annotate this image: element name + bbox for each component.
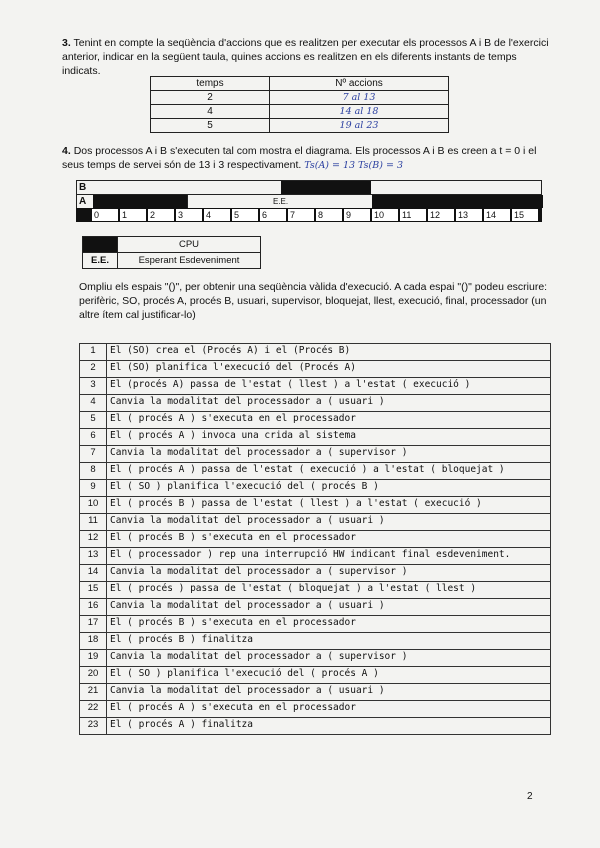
question-3-text: Tenint en compte la seqüència d'accions que es realitzen per executar els processos A i B de l'exercici anterior, indicar en la següent taula, quines accions es realitzen en els diferents instants de temps indicats. <box>62 37 549 77</box>
step-number: 8 <box>80 463 107 480</box>
legend-ee-label: Esperant Esdeveniment <box>118 253 261 269</box>
step-number: 13 <box>80 548 107 565</box>
step-text: El ( procés B ) s'executa en el processador <box>107 616 551 633</box>
step-number: 12 <box>80 531 107 548</box>
sequence-row <box>80 616 551 633</box>
step-number: 10 <box>80 497 107 514</box>
step-text: El ( procés B ) finalitza <box>107 633 551 650</box>
sequence-row <box>80 378 551 395</box>
row-b-label: B <box>79 182 87 193</box>
sequence-row <box>80 565 551 582</box>
sequence-row <box>80 684 551 701</box>
time-tick: 14 <box>484 209 510 221</box>
time-tick: 5 <box>232 209 258 221</box>
sequence-row <box>80 633 551 650</box>
step-number: 18 <box>80 633 107 650</box>
actions-cell: 14 al 18 <box>270 105 449 119</box>
sequence-row <box>80 548 551 565</box>
service-time-a-note: Ts(A) = 13 <box>304 160 356 171</box>
question-3 <box>62 36 552 78</box>
sequence-row <box>80 531 551 548</box>
legend-cpu-label: CPU <box>118 237 261 253</box>
sequence-row <box>80 497 551 514</box>
step-number: 14 <box>80 565 107 582</box>
cpu-block-a-1 <box>93 195 187 208</box>
ee-block-a: E.E. <box>187 195 374 208</box>
step-text: El ( procés A ) invoca una crida al sistema <box>107 429 551 446</box>
step-text: El ( procés B ) passa de l'estat ( llest ) a l'estat ( execució ) <box>107 497 551 514</box>
step-text: El ( SO ) planifica l'execució del ( procés A ) <box>107 667 551 684</box>
instructions: Ompliu els espais "()", per obtenir una seqüència vàlida d'execució. A cada espai "()" podeu escriure: perifèric, SO, procés A, procés B, usuari, supervisor, bloquejat, llest, execució, final, processador (un altre ítem cal justificar-lo) <box>79 281 548 321</box>
time-tick: 9 <box>344 209 370 221</box>
time-tick: 0 <box>92 209 118 221</box>
legend <box>82 236 261 269</box>
step-number: 2 <box>80 361 107 378</box>
page-number: 2 <box>527 791 533 802</box>
table-row <box>151 105 449 119</box>
gantt-diagram <box>76 180 542 222</box>
row-a-label: A <box>79 196 87 207</box>
step-number: 20 <box>80 667 107 684</box>
time-tick: 11 <box>400 209 426 221</box>
sequence-row <box>80 361 551 378</box>
step-text: Canvia la modalitat del processador a ( usuari ) <box>107 514 551 531</box>
step-number: 5 <box>80 412 107 429</box>
time-tick: 2 <box>148 209 174 221</box>
step-text: Canvia la modalitat del processador a ( supervisor ) <box>107 446 551 463</box>
time-tick: 8 <box>316 209 342 221</box>
step-text: Canvia la modalitat del processador a ( usuari ) <box>107 599 551 616</box>
step-number: 17 <box>80 616 107 633</box>
question-4 <box>62 144 552 173</box>
step-text: El ( procés A ) passa de l'estat ( execució ) a l'estat ( bloquejat ) <box>107 463 551 480</box>
time-cell: 5 <box>151 119 270 133</box>
step-number: 21 <box>80 684 107 701</box>
time-tick: 1 <box>120 209 146 221</box>
time-tick: 12 <box>428 209 454 221</box>
sequence-row <box>80 463 551 480</box>
step-number: 11 <box>80 514 107 531</box>
step-text: El ( processador ) rep una interrupció HW indicant final esdeveniment. <box>107 548 551 565</box>
step-text: Canvia la modalitat del processador a ( usuari ) <box>107 684 551 701</box>
step-number: 9 <box>80 480 107 497</box>
time-tick: 7 <box>288 209 314 221</box>
row-a <box>76 194 542 208</box>
time-tick: 6 <box>260 209 286 221</box>
step-number: 7 <box>80 446 107 463</box>
step-number: 6 <box>80 429 107 446</box>
step-text: El ( procés B ) s'executa en el processador <box>107 531 551 548</box>
sequence-row <box>80 514 551 531</box>
actions-cell: 19 al 23 <box>270 119 449 133</box>
step-text: El ( procés A ) s'executa en el processador <box>107 701 551 718</box>
sequence-row <box>80 582 551 599</box>
sequence-row <box>80 344 551 361</box>
service-time-b-note: Ts(B) = 3 <box>358 160 403 171</box>
legend-cpu-swatch <box>83 237 118 253</box>
sequence-row <box>80 599 551 616</box>
question-4-number: 4. <box>62 145 71 157</box>
sequence-row <box>80 429 551 446</box>
header-accions: Nº accions <box>270 77 449 91</box>
step-text: Canvia la modalitat del processador a ( supervisor ) <box>107 565 551 582</box>
row-b <box>76 180 542 194</box>
cpu-block-a-2 <box>372 195 543 208</box>
sequence-row <box>80 701 551 718</box>
actions-cell: 7 al 13 <box>270 91 449 105</box>
step-text: El (SO) planifica l'execució del (Procés A) <box>107 361 551 378</box>
step-number: 4 <box>80 395 107 412</box>
step-text: Canvia la modalitat del processador a ( supervisor ) <box>107 650 551 667</box>
header-temps: temps <box>151 77 270 91</box>
time-tick: 15 <box>512 209 538 221</box>
time-tick: 10 <box>372 209 398 221</box>
sequence-row <box>80 667 551 684</box>
sequence-table <box>79 343 551 735</box>
time-tick: 4 <box>204 209 230 221</box>
step-text: El ( SO ) planifica l'execució del ( procés B ) <box>107 480 551 497</box>
legend-ee-swatch: E.E. <box>83 253 118 269</box>
step-text: El ( procés A ) finalitza <box>107 718 551 735</box>
time-cell: 2 <box>151 91 270 105</box>
sequence-row <box>80 718 551 735</box>
sequence-row <box>80 395 551 412</box>
sequence-row <box>80 412 551 429</box>
step-text: El ( procés A ) s'executa en el processador <box>107 412 551 429</box>
step-text: Canvia la modalitat del processador a ( usuari ) <box>107 395 551 412</box>
table-row <box>151 119 449 133</box>
step-number: 19 <box>80 650 107 667</box>
step-text: El ( procés ) passa de l'estat ( bloquejat ) a l'estat ( llest ) <box>107 582 551 599</box>
step-number: 3 <box>80 378 107 395</box>
question-4-text: Dos processos A i B s'executen tal com mostra el diagrama. Els processos A i B es creen a t = 0 i el seus temps de servei són de 13 i 3 respectivament. <box>62 145 537 171</box>
sequence-row <box>80 480 551 497</box>
step-number: 1 <box>80 344 107 361</box>
step-number: 15 <box>80 582 107 599</box>
sequence-row <box>80 446 551 463</box>
table-row <box>151 91 449 105</box>
sequence-row <box>80 650 551 667</box>
question-3-number: 3. <box>62 37 71 49</box>
step-text: El (SO) crea el (Procés A) i el (Procés B) <box>107 344 551 361</box>
time-axis <box>76 208 542 222</box>
step-number: 22 <box>80 701 107 718</box>
cpu-block-b <box>281 181 371 194</box>
time-actions-table <box>150 76 449 133</box>
step-number: 23 <box>80 718 107 735</box>
step-text: El (procés A) passa de l'estat ( llest ) a l'estat ( execució ) <box>107 378 551 395</box>
time-tick: 3 <box>176 209 202 221</box>
time-tick: 13 <box>456 209 482 221</box>
step-number: 16 <box>80 599 107 616</box>
time-cell: 4 <box>151 105 270 119</box>
